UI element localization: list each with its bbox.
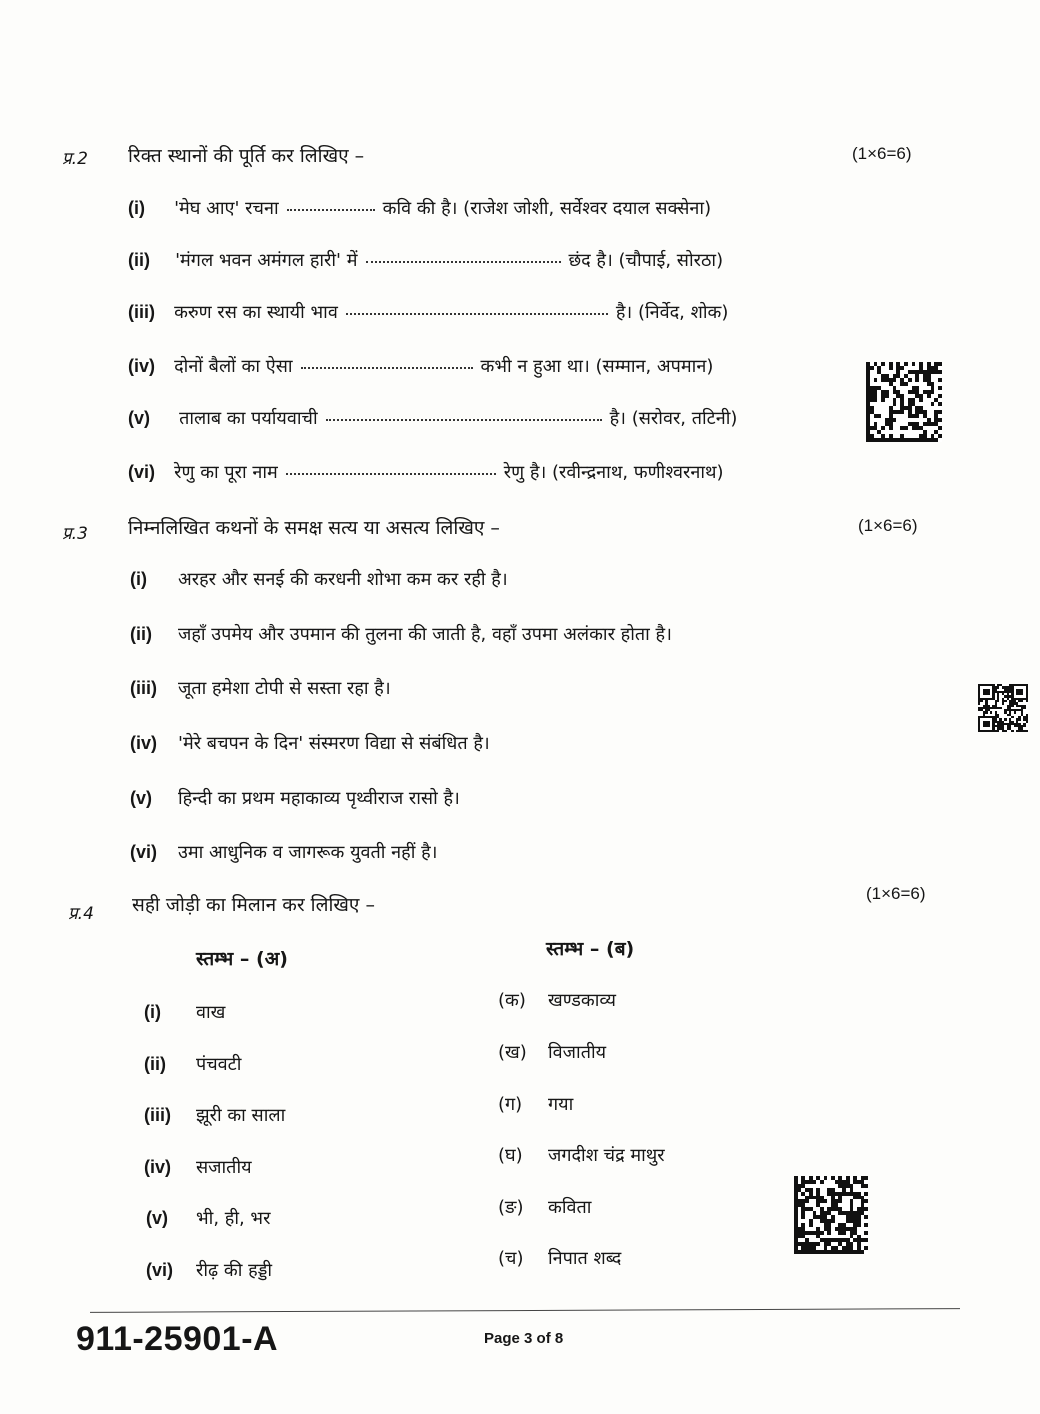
q2-item-4 [128, 354, 713, 378]
q2-item-roman: (vi) [128, 462, 155, 482]
q2-item-3 [128, 300, 728, 324]
q2-item-roman: (i) [128, 198, 145, 218]
barcode-module [938, 438, 942, 442]
col-b-text: गया [548, 1094, 574, 1115]
col-a-item-1 [144, 1000, 225, 1024]
q2-item-roman: (iii) [128, 302, 155, 322]
datamatrix-barcode [794, 1176, 868, 1254]
q2-title: रिक्त स्थानों की पूर्ति कर लिखिए – [128, 145, 365, 167]
col-a-item-6 [146, 1258, 272, 1282]
col-b-letter: (ख) [498, 1042, 527, 1063]
col-b-item-1 [498, 988, 616, 1012]
blank-line [287, 208, 375, 211]
q3-item-text: जहाँ उपमेय और उपमान की तुलना की जाती है, वहाँ उपमा अलंकार होता है। [178, 624, 672, 645]
col-b-item-6 [498, 1246, 621, 1270]
col-a-roman: (i) [144, 1002, 161, 1022]
col-a-text: झूरी का साला [196, 1105, 286, 1126]
col-a-text: रीढ़ की हड्डी [196, 1260, 273, 1281]
q2-number: प्र.2 [62, 149, 88, 169]
blank-line [286, 472, 496, 475]
column-a-header: स्तम्भ – (अ) [196, 948, 288, 970]
barcode-module [1026, 730, 1028, 732]
q2-item-text-before: रेणु का पूरा नाम [174, 462, 278, 483]
col-a-text: पंचवटी [196, 1054, 242, 1075]
qr-code [978, 684, 1028, 732]
col-a-text: वाख [196, 1002, 226, 1023]
column-b-header: स्तम्भ – (ब) [546, 938, 635, 960]
col-a-item-3 [144, 1103, 285, 1127]
q3-item-text: उमा आधुनिक व जागरूक युवती नहीं है। [178, 842, 438, 863]
col-a-text: भी, ही, भर [196, 1208, 271, 1229]
q2-item-text-after: रेणु है। (रवीन्द्रनाथ, फणीश्वरनाथ) [503, 462, 724, 483]
col-b-text: जगदीश चंद्र माथुर [548, 1145, 665, 1166]
q4-title: सही जोड़ी का मिलान कर लिखिए – [132, 894, 375, 916]
col-a-item-4 [144, 1155, 252, 1179]
q3-item-roman: (i) [130, 569, 147, 589]
q4-number: प्र.4 [68, 904, 94, 924]
q2-item-text-after: है। (निर्वेद, शोक) [615, 302, 729, 323]
col-a-roman: (v) [146, 1208, 168, 1228]
q3-item-roman: (vi) [130, 842, 157, 862]
q2-item-6 [128, 460, 724, 484]
col-b-item-2 [498, 1040, 606, 1064]
q3-item-text: 'मेरे बचपन के दिन' संस्मरण विद्या से संबंधित है। [178, 733, 490, 754]
q2-item-text-after: कभी न हुआ था। (सम्मान, अपमान) [480, 356, 714, 377]
footer-divider [90, 1308, 960, 1313]
q2-item-roman: (ii) [128, 250, 150, 270]
col-b-letter: (घ) [498, 1145, 523, 1166]
col-b-letter: (ङ) [498, 1197, 524, 1218]
col-b-text: निपात शब्द [548, 1248, 622, 1269]
q2-item-roman: (v) [128, 408, 150, 428]
q2-marks: (1×6=6) [852, 144, 912, 163]
q3-title: निम्नलिखित कथनों के समक्ष सत्य या असत्य लिखिए – [128, 517, 500, 539]
q2-item-1 [128, 196, 711, 220]
q2-item-text-before: 'मंगल भवन अमंगल हारी' में [175, 250, 358, 271]
col-b-item-5 [498, 1195, 591, 1219]
q3-number: प्र.3 [62, 524, 88, 544]
datamatrix-barcode [866, 362, 942, 442]
blank-line [346, 312, 608, 315]
q2-item-5 [128, 406, 737, 430]
col-b-text: कविता [548, 1197, 592, 1218]
q3-item-roman: (iv) [130, 733, 157, 753]
paper-code: 911-25901-A [76, 1320, 279, 1358]
col-a-item-2 [144, 1052, 241, 1076]
q2-item-text-before: दोनों बैलों का ऐसा [174, 356, 293, 377]
q3-item-text: जूता हमेशा टोपी से सस्ता रहा है। [178, 678, 391, 699]
q3-item-text: हिन्दी का प्रथम महाकाव्य पृथ्वीराज रासो है। [178, 788, 460, 809]
page-number: Page 3 of 8 [484, 1330, 564, 1347]
col-b-letter: (क) [498, 990, 526, 1011]
q2-item-text-before: तालाब का पर्यायवाची [179, 408, 318, 429]
q3-item-5 [130, 786, 460, 810]
blank-line [366, 260, 561, 263]
col-b-text: खण्डकाव्य [548, 990, 616, 1011]
q2-item-2 [128, 248, 723, 272]
q3-item-4 [130, 731, 490, 755]
col-a-roman: (iv) [144, 1157, 171, 1177]
col-a-text: सजातीय [196, 1157, 252, 1178]
blank-line [301, 366, 473, 369]
q3-item-3 [130, 676, 391, 700]
q3-item-1 [130, 567, 508, 591]
col-b-text: विजातीय [548, 1042, 607, 1063]
q2-item-text-after: कवि की है। (राजेश जोशी, सर्वेश्वर दयाल सक्सेना) [382, 198, 712, 219]
q2-item-roman: (iv) [128, 356, 155, 376]
barcode-module [864, 1250, 868, 1254]
q3-item-text: अरहर और सनई की करधनी शोभा कम कर रही है। [178, 569, 508, 590]
q3-item-2 [130, 622, 672, 646]
q4-marks: (1×6=6) [866, 884, 926, 903]
col-a-roman: (vi) [146, 1260, 173, 1280]
q2-item-text-before: करुण रस का स्थायी भाव [174, 302, 338, 323]
col-a-item-5 [146, 1206, 270, 1230]
col-b-letter: (च) [498, 1248, 524, 1269]
q2-item-text-before: 'मेघ आए' रचना [174, 198, 279, 219]
col-b-item-3 [498, 1092, 573, 1116]
col-a-roman: (ii) [144, 1054, 166, 1074]
q3-item-roman: (iii) [130, 678, 157, 698]
q3-item-6 [130, 840, 438, 864]
blank-line [326, 418, 602, 421]
q2-item-text-after: है। (सरोवर, तटिनी) [609, 408, 738, 429]
q3-marks: (1×6=6) [858, 516, 918, 535]
q3-item-roman: (v) [130, 788, 152, 808]
col-a-roman: (iii) [144, 1105, 171, 1125]
col-b-item-4 [498, 1143, 665, 1167]
q3-item-roman: (ii) [130, 624, 152, 644]
q2-item-text-after: छंद है। (चौपाई, सोरठा) [568, 250, 724, 271]
col-b-letter: (ग) [498, 1094, 523, 1115]
